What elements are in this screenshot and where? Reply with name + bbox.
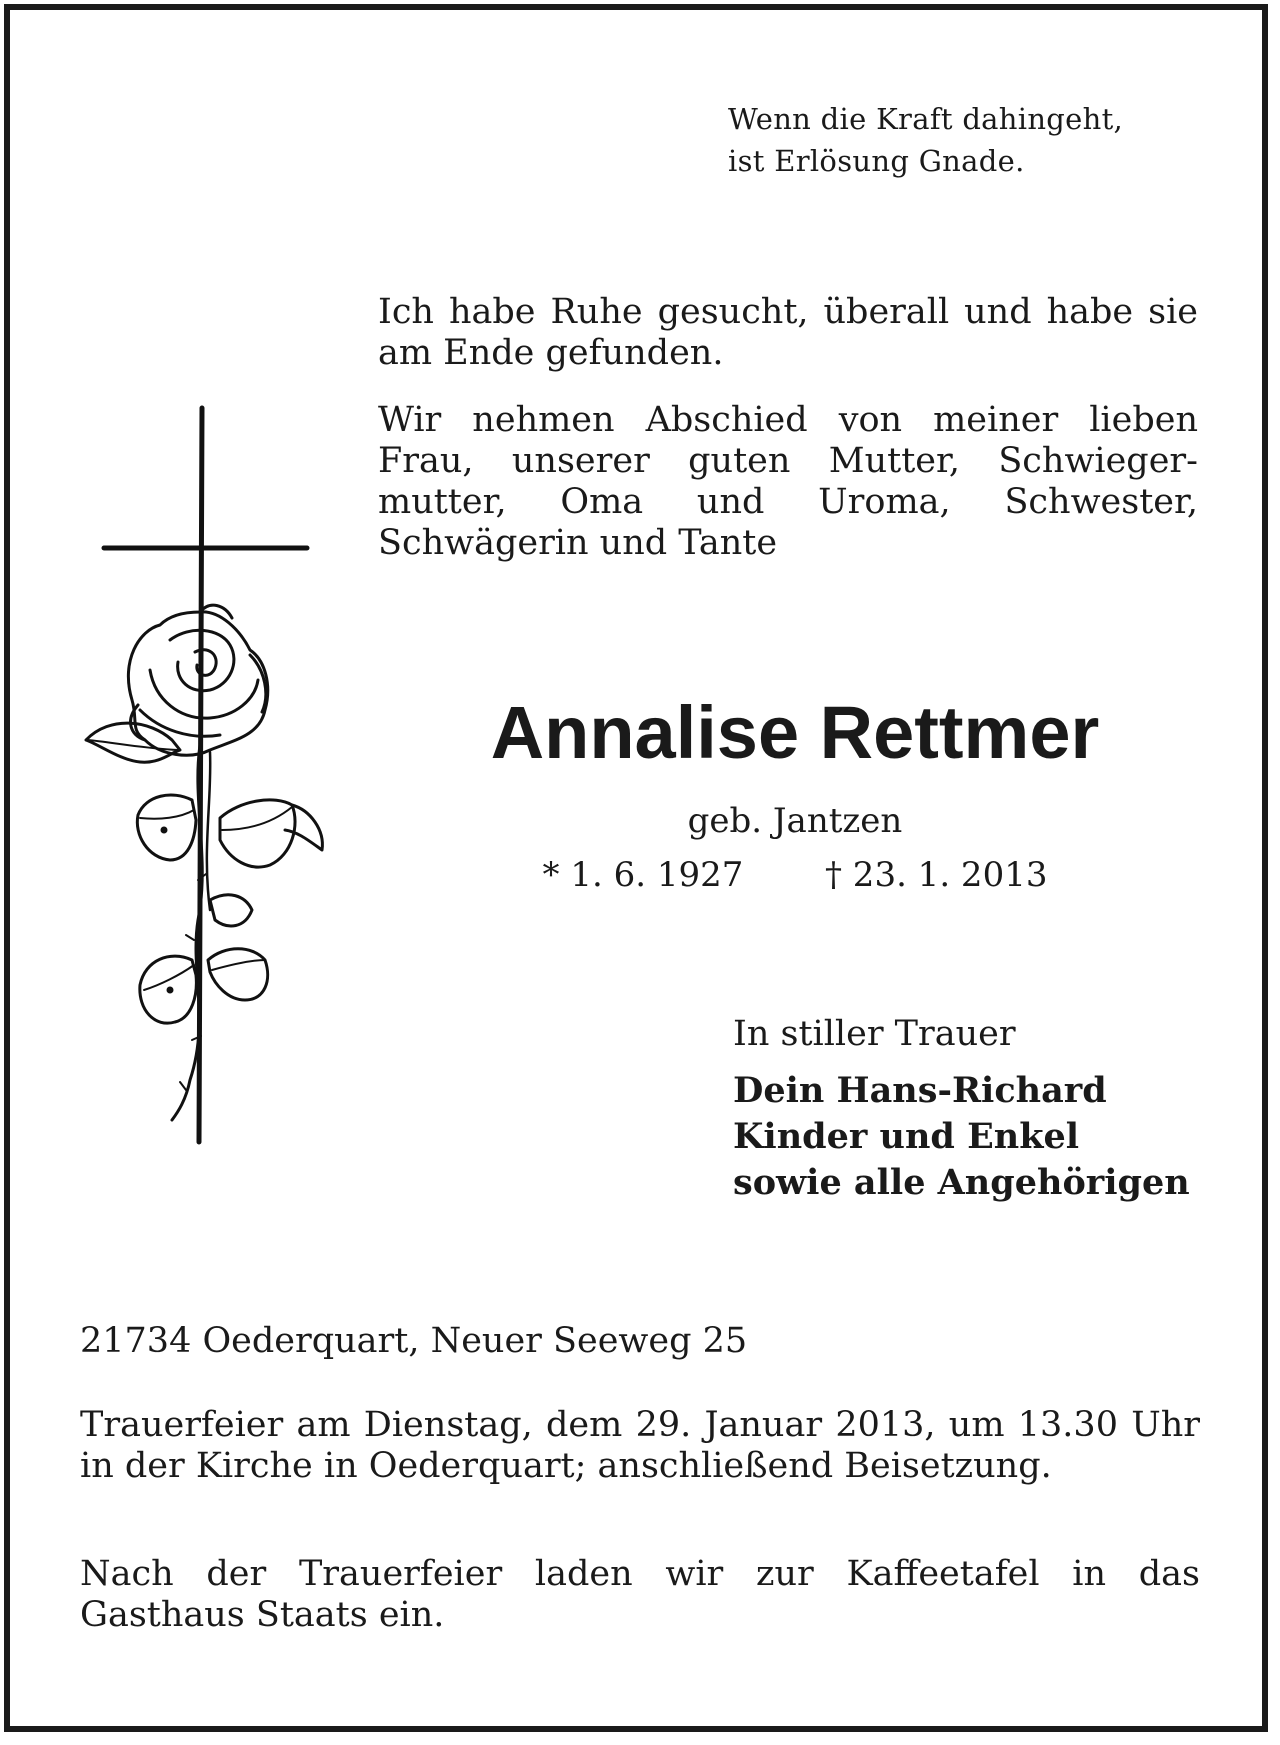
funeral-service-info: Trauerfeier am Dienstag, dem 29. Januar 2013, um 13.30 Uhr in der Kirche in Oederquart; anschließend Beisetzung. [80, 1405, 1200, 1486]
mourners-list [733, 1068, 1213, 1206]
mourning-heading: In stiller Trauer [733, 1014, 1016, 1054]
farewell-text: Wir nehmen Abschied von meiner lieben Frau, unserer guten Mutter, Schwiegermutter, Oma und Uroma, Schwester, Schwägerin und Tante [378, 400, 1198, 563]
motto-verse [728, 98, 1208, 182]
reception-info: Nach der Trauerfeier laden wir zur Kaffeetafel in das Gasthaus Staats ein. [80, 1554, 1200, 1635]
mourner-3: sowie alle Angehörigen [733, 1162, 1190, 1203]
motto-line-1: Wenn die Kraft dahingeht, [728, 102, 1124, 136]
deceased-name: Annalise Rettmer [490, 691, 1100, 774]
mourner-1: Dein Hans-Richard [733, 1070, 1107, 1111]
intro-quote: Ich habe Ruhe gesucht, überall und habe sie am Ende gefunden. [378, 292, 1198, 373]
mourner-2: Kinder und Enkel [733, 1116, 1080, 1157]
cross-with-rose-icon [60, 400, 340, 1160]
motto-line-2: ist Erlösung Gnade. [728, 144, 1025, 178]
birth-date: * 1. 6. 1927 [542, 855, 744, 895]
life-dates [370, 854, 1220, 896]
birth-name: geb. Jantzen [687, 801, 903, 841]
death-date: † 23. 1. 2013 [825, 855, 1048, 895]
address: 21734 Oederquart, Neuer Seeweg 25 [80, 1321, 748, 1361]
